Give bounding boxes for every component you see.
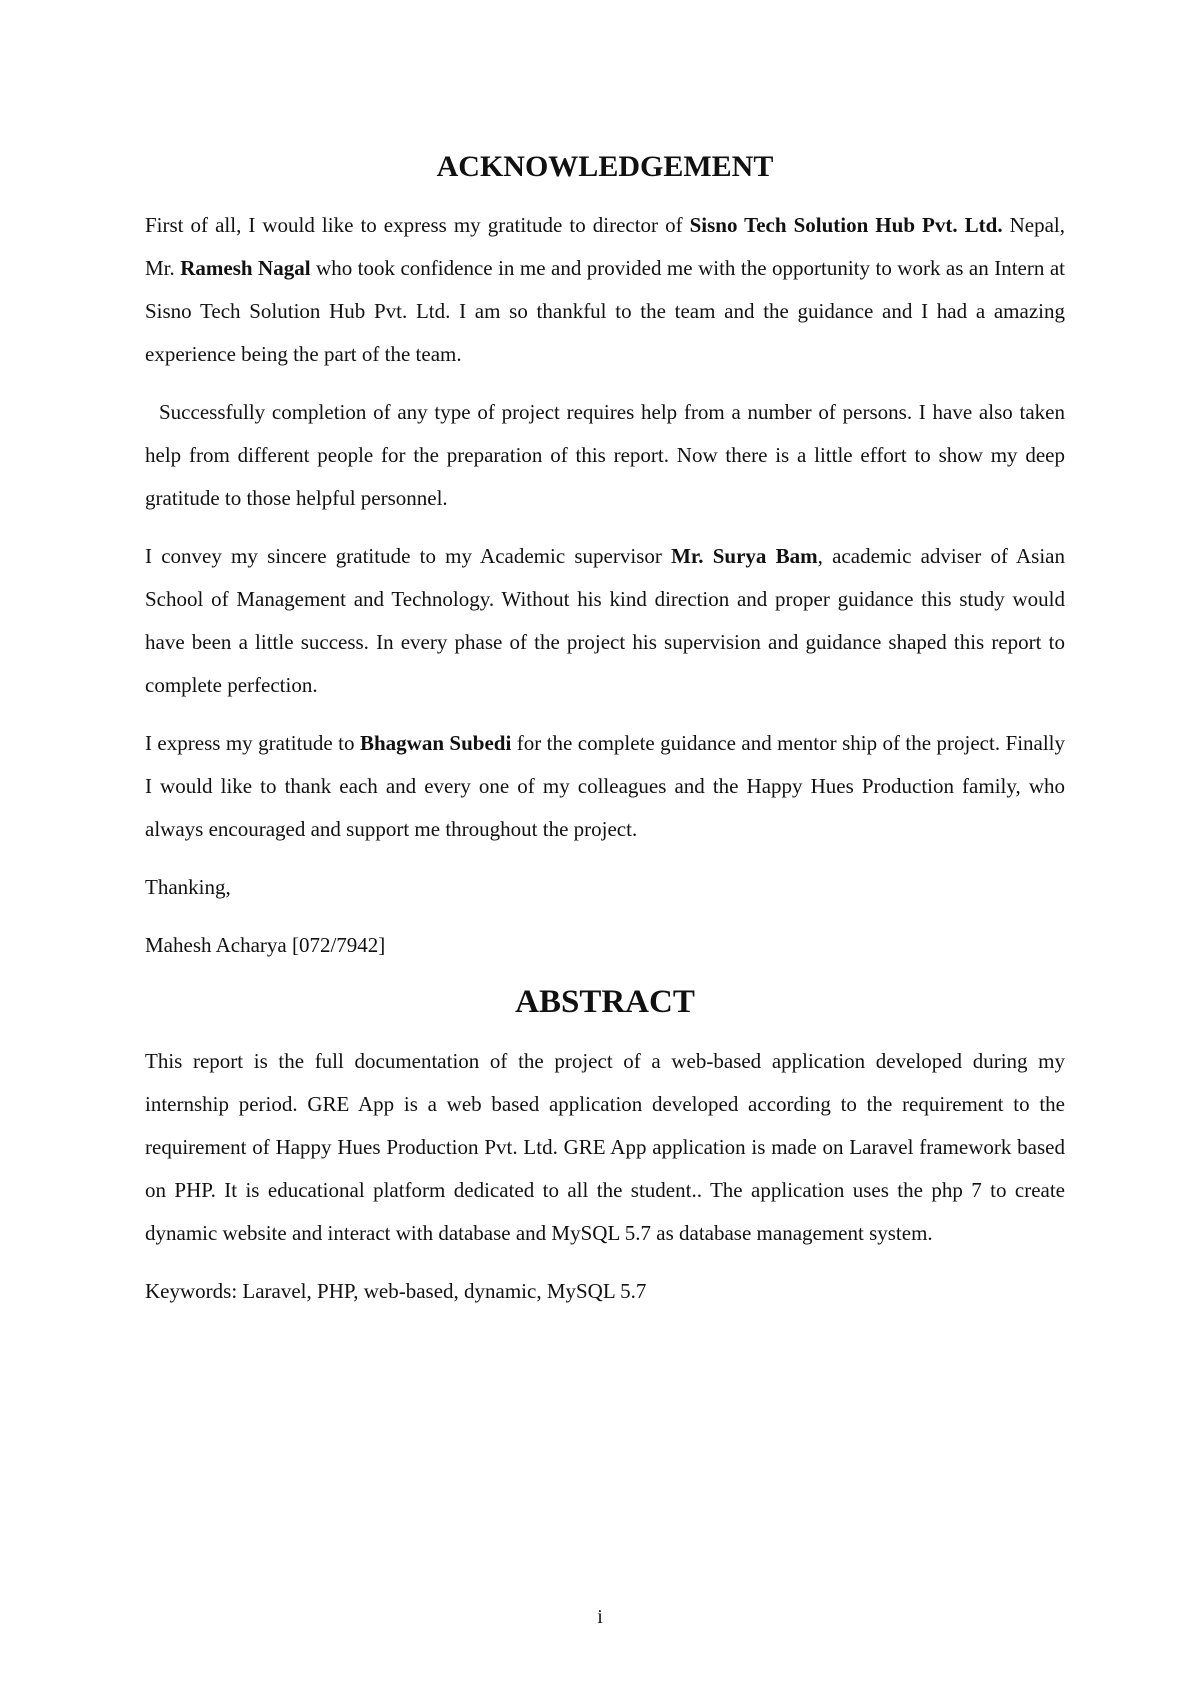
acknowledgement-paragraph-3 (145, 535, 1065, 707)
ack-p1-text-1: First of all, I would like to express my gratitude to director of (145, 213, 690, 237)
ack-p1-text-3: who took confidence in me and provided me with the opportunity to work as an Intern at Sisno Tech Solution Hub Pvt. Ltd. I am so thankful to the team and the guidance and I had a amazing experience being the part of the team. (145, 256, 1065, 366)
ack-p1-text-2: Nepal, Mr. (145, 213, 1066, 280)
closing-text: Thanking, (145, 875, 231, 899)
acknowledgement-paragraph-2: Successfully completion of any type of project requires help from a number of persons. I have also taken help from different people for the preparation of this report. Now there is a little effort to show my deep gratitude to those helpful personnel. (145, 400, 1065, 510)
ack-p4-text-2: for the complete guidance and mentor ship of the project. Finally I would like to thank each and every one of my colleagues and the Happy Hues Production family, who always encouraged and support me throughout the project. (145, 731, 1066, 841)
director-name: Ramesh Nagal (180, 256, 311, 280)
page-number: i (597, 1606, 603, 1628)
abstract-paragraph: This report is the full documentation of the project of a web-based application developed during my internship period. GRE App is a web based application developed according to the requirement to the requirement of Happy Hues Production Pvt. Ltd. GRE App application is made on Laravel framework based on PHP. It is educational platform dedicated to all the student.. The application uses the php 7 to create dynamic website and interact with database and MySQL 5.7 as database management system. (145, 1049, 1065, 1245)
supervisor-name: Mr. Surya Bam (671, 544, 818, 568)
keywords-line: Keywords: Laravel, PHP, web-based, dynamic, MySQL 5.7 (145, 1279, 647, 1303)
ack-p3-text-1: I convey my sincere gratitude to my Academic supervisor (145, 544, 672, 568)
signature-text: Mahesh Acharya [072/7942] (145, 933, 386, 957)
acknowledgement-heading: ACKNOWLEDGEMENT (436, 150, 774, 183)
ack-p4-text-1: I express my gratitude to (145, 731, 360, 755)
ack-p3-text-2: , academic adviser of Asian School of Management and Technology. Without his kind direction and proper guidance this study would have been a little success. In every phase of the project his supervision and guidance shaped this report to complete perfection. (145, 544, 1065, 697)
abstract-heading: ABSTRACT (515, 984, 695, 1020)
mentor-name: Bhagwan Subedi (359, 731, 512, 755)
acknowledgement-paragraph-1 (145, 204, 1065, 376)
acknowledgement-paragraph-4 (145, 722, 1065, 851)
page-content (145, 150, 1065, 1328)
company-name: Sisno Tech Solution Hub Pvt. Ltd. (689, 213, 1003, 237)
